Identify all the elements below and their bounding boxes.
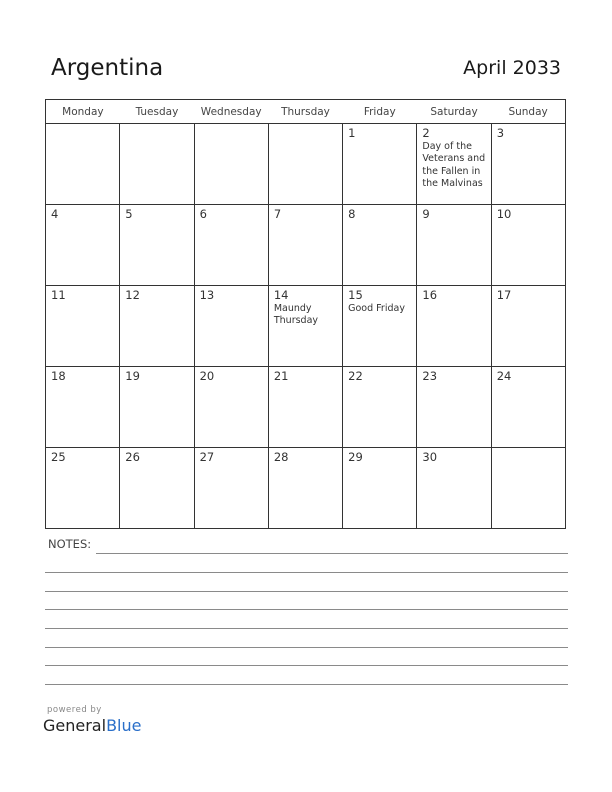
- day-number: 18: [51, 369, 66, 383]
- notes-line: [45, 591, 568, 592]
- day-cell: [268, 205, 342, 286]
- brand-name-blue: Blue: [106, 716, 142, 735]
- day-cell: [268, 286, 342, 367]
- notes-line: [45, 665, 568, 666]
- day-cell: [268, 367, 342, 448]
- day-number: 3: [496, 126, 505, 140]
- day-number: 4: [51, 207, 59, 221]
- day-number: 14: [273, 288, 289, 302]
- weekday-header: Saturday: [417, 100, 491, 124]
- day-number: 22: [348, 369, 363, 383]
- week-row: [46, 448, 566, 529]
- day-cell: [194, 367, 268, 448]
- day-cell: [46, 205, 120, 286]
- day-cell: [343, 367, 417, 448]
- weekday-header: Thursday: [268, 100, 342, 124]
- holiday-label: Maundy Thursday: [273, 303, 319, 327]
- day-number: 9: [422, 207, 430, 221]
- day-cell: [343, 205, 417, 286]
- day-cell: [46, 367, 120, 448]
- day-number: 17: [496, 288, 512, 302]
- brand-name-general: General: [43, 716, 107, 735]
- week-row: [46, 367, 566, 448]
- day-number: 26: [125, 450, 140, 464]
- day-cell: [417, 367, 491, 448]
- country-title: Argentina: [51, 55, 164, 81]
- holiday-label: Day of the Veterans and the Fallen in the Malvinas: [422, 141, 486, 189]
- day-cell: [343, 286, 417, 367]
- day-cell: [417, 205, 491, 286]
- day-number: 30: [422, 450, 438, 464]
- day-cell: [46, 124, 120, 205]
- day-number: 1: [348, 126, 356, 140]
- notes-line: [45, 609, 568, 610]
- day-cell: [120, 448, 194, 529]
- weekday-header: Wednesday: [194, 100, 268, 124]
- notes-line: [45, 628, 568, 629]
- day-cell: [46, 448, 120, 529]
- day-cell: [491, 286, 565, 367]
- day-number: 5: [125, 207, 133, 221]
- weekday-header-row: [46, 100, 566, 124]
- day-number: 11: [51, 288, 66, 302]
- calendar-grid: [45, 99, 566, 529]
- day-cell: [46, 286, 120, 367]
- day-number: 29: [348, 450, 363, 464]
- weekday-header: Tuesday: [120, 100, 194, 124]
- day-cell: [120, 124, 194, 205]
- notes-line: [45, 684, 568, 685]
- weekday-header: Monday: [46, 100, 120, 124]
- day-number: 28: [273, 450, 289, 464]
- day-number: 27: [199, 450, 215, 464]
- day-cell: [268, 124, 342, 205]
- day-number: 16: [422, 288, 438, 302]
- day-cell: [194, 205, 268, 286]
- day-cell: [491, 367, 565, 448]
- day-cell: [194, 286, 268, 367]
- day-cell: [120, 205, 194, 286]
- day-cell: [491, 448, 565, 529]
- day-number: 23: [422, 369, 438, 383]
- day-cell: [343, 448, 417, 529]
- day-number: 12: [125, 288, 140, 302]
- day-number: 25: [51, 450, 66, 464]
- notes-line: [45, 647, 568, 648]
- day-cell: [417, 286, 491, 367]
- weekday-header: Sunday: [491, 100, 565, 124]
- day-number: 6: [199, 207, 207, 221]
- day-number: 21: [273, 369, 289, 383]
- day-number: 19: [125, 369, 140, 383]
- day-cell: [268, 448, 342, 529]
- powered-by-text: powered by: [47, 705, 102, 715]
- holiday-label: Good Friday: [348, 303, 405, 314]
- weekday-header: Friday: [343, 100, 417, 124]
- day-cell: [120, 286, 194, 367]
- day-number: 20: [199, 369, 215, 383]
- week-row: [46, 286, 566, 367]
- notes-label: NOTES:: [48, 537, 92, 551]
- notes-line: [96, 553, 568, 554]
- day-number: 8: [348, 207, 356, 221]
- day-cell: [194, 124, 268, 205]
- notes-line: [45, 572, 568, 573]
- day-cell: [417, 124, 491, 205]
- day-cell: [343, 124, 417, 205]
- day-cell: [491, 205, 565, 286]
- day-cell: [194, 448, 268, 529]
- day-number: 24: [496, 369, 512, 383]
- day-number: 13: [199, 288, 215, 302]
- day-number: 15: [348, 288, 363, 302]
- day-cell: [417, 448, 491, 529]
- month-title: April 2033: [463, 57, 561, 79]
- day-number: 7: [273, 207, 282, 221]
- day-number: 2: [422, 126, 430, 140]
- week-row: [46, 124, 566, 205]
- day-cell: [491, 124, 565, 205]
- brand-logo: [43, 716, 141, 735]
- day-number: 10: [496, 207, 512, 221]
- day-cell: [120, 367, 194, 448]
- week-row: [46, 205, 566, 286]
